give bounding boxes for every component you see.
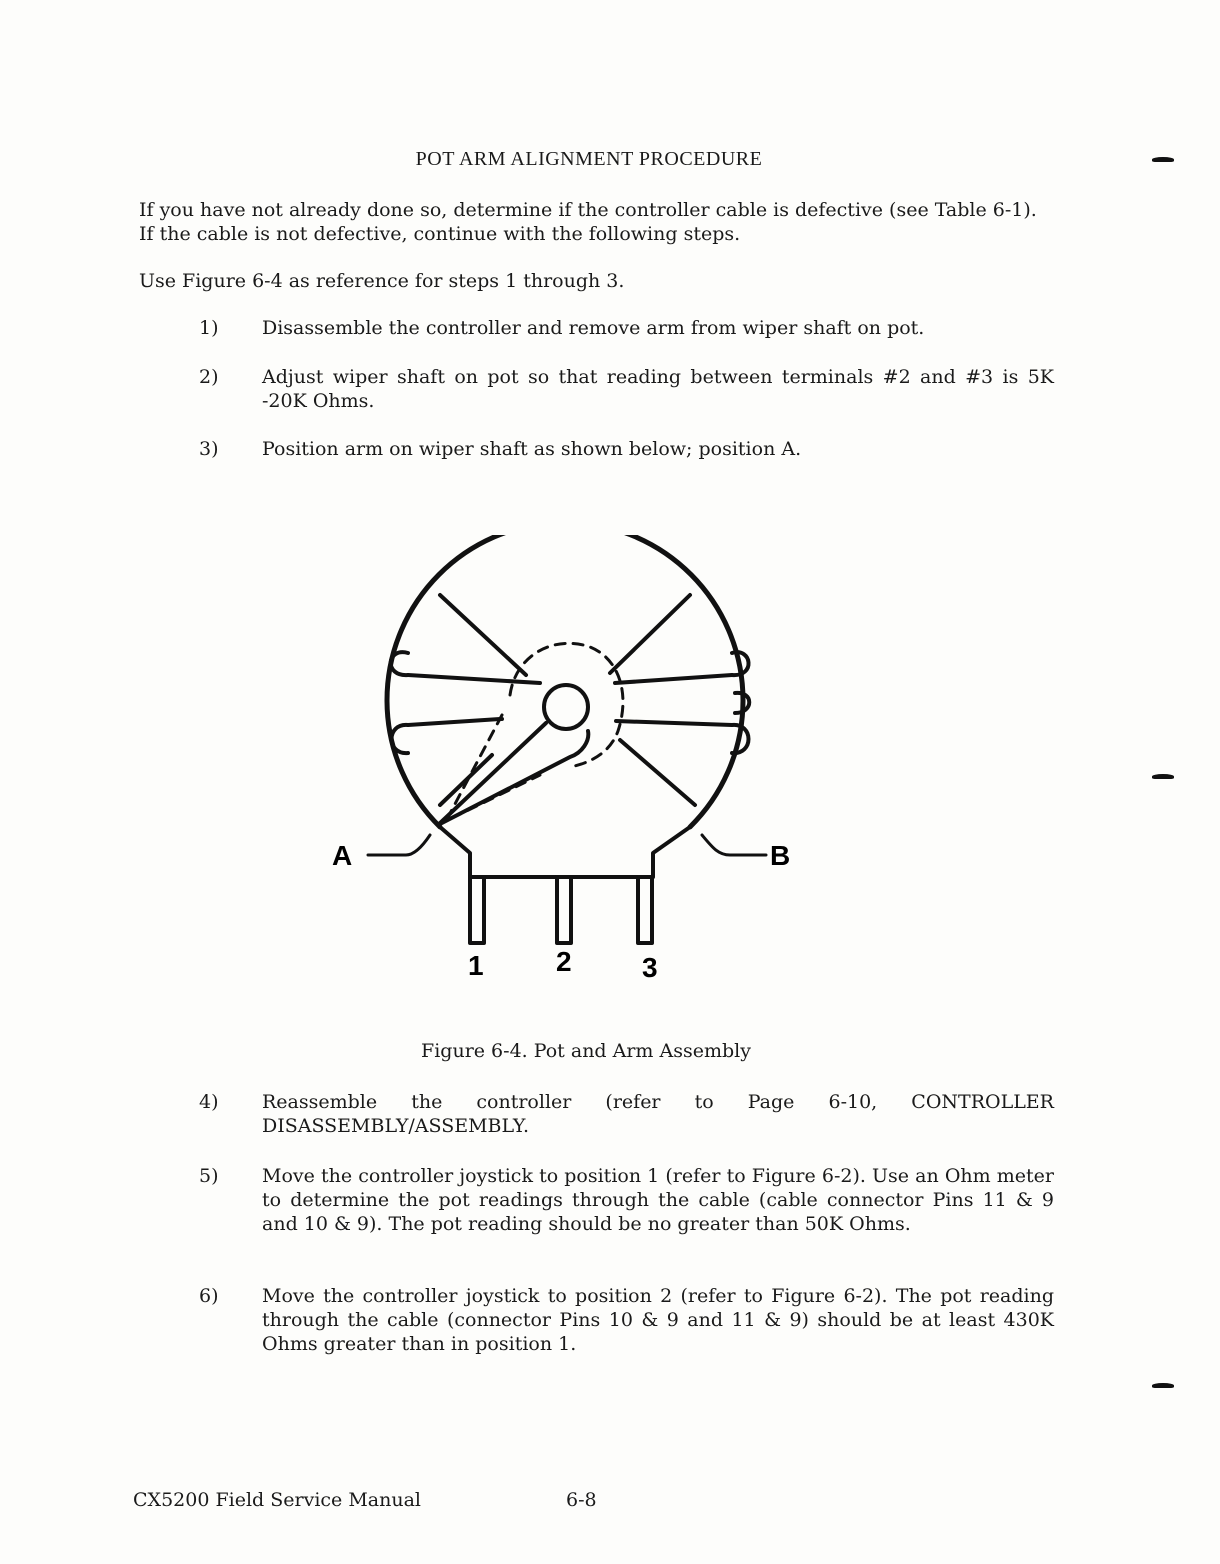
terminal-2-label: 2 [556,946,572,977]
step-number: 5) [199,1165,219,1187]
footer-manual-title: CX5200 Field Service Manual [133,1489,421,1511]
binding-hole-mark [1152,774,1174,779]
binding-hole-mark [1152,157,1174,162]
step-text: Move the controller joystick to position 1 (refer to Figure 6-2). Use an Ohm meter to determine the pot readings through the cable (cable connector Pins 11 & 9 and 10 & 9). The pot reading should be no greater than 50K Ohms. [262,1165,1054,1235]
footer-page-number: 6-8 [566,1489,597,1511]
step-text: Move the controller joystick to position 2 (refer to Figure 6-2). The pot reading through the cable (connector Pins 10 & 9 and 11 & 9) should be at least 430K Ohms greater than in position 1. [262,1285,1054,1355]
terminal-2-pin [557,877,571,943]
label-a-leader [368,835,430,855]
label-a: A [332,840,353,871]
intro-paragraph: If you have not already done so, determine if the controller cable is defective (see Table 6-1). If the cable is not defective, continue with the following steps. [139,199,1037,245]
step-number: 1) [199,317,219,339]
step-number: 4) [199,1091,219,1113]
terminal-1-pin [470,877,484,943]
label-b-leader [702,835,766,855]
pot-arm-figure [320,535,820,995]
reference-paragraph: Use Figure 6-4 as reference for steps 1 through 3. [139,270,625,292]
step-text: Reassemble the controller (refer to Page 6-10, CONTROLLER DISASSEMBLY/ASSEMBLY. [262,1091,1054,1137]
arm-dashed-arc [510,643,623,767]
pot-arm-diagram [320,535,820,995]
step-number: 3) [199,438,219,460]
figure-caption: Figure 6-4. Pot and Arm Assembly [421,1040,751,1062]
arm-position-a [438,723,588,825]
step-text: Disassemble the controller and remove arm from wiper shaft on pot. [262,317,925,339]
pot-body-outline [387,535,743,827]
step-text: Adjust wiper shaft on pot so that reading between terminals #2 and #3 is 5K -20K Ohms. [262,366,1054,412]
label-b: B [770,840,791,871]
terminal-3-pin [638,877,652,943]
step-text: Position arm on wiper shaft as shown below; position A. [262,438,802,460]
terminal-1-label: 1 [468,950,484,981]
page-title: POT ARM ALIGNMENT PROCEDURE [415,148,763,170]
terminal-3-label: 3 [642,952,658,983]
step-number: 2) [199,366,219,388]
binding-hole-mark [1152,1383,1174,1388]
step-number: 6) [199,1285,219,1307]
wiper-shaft [544,685,588,729]
